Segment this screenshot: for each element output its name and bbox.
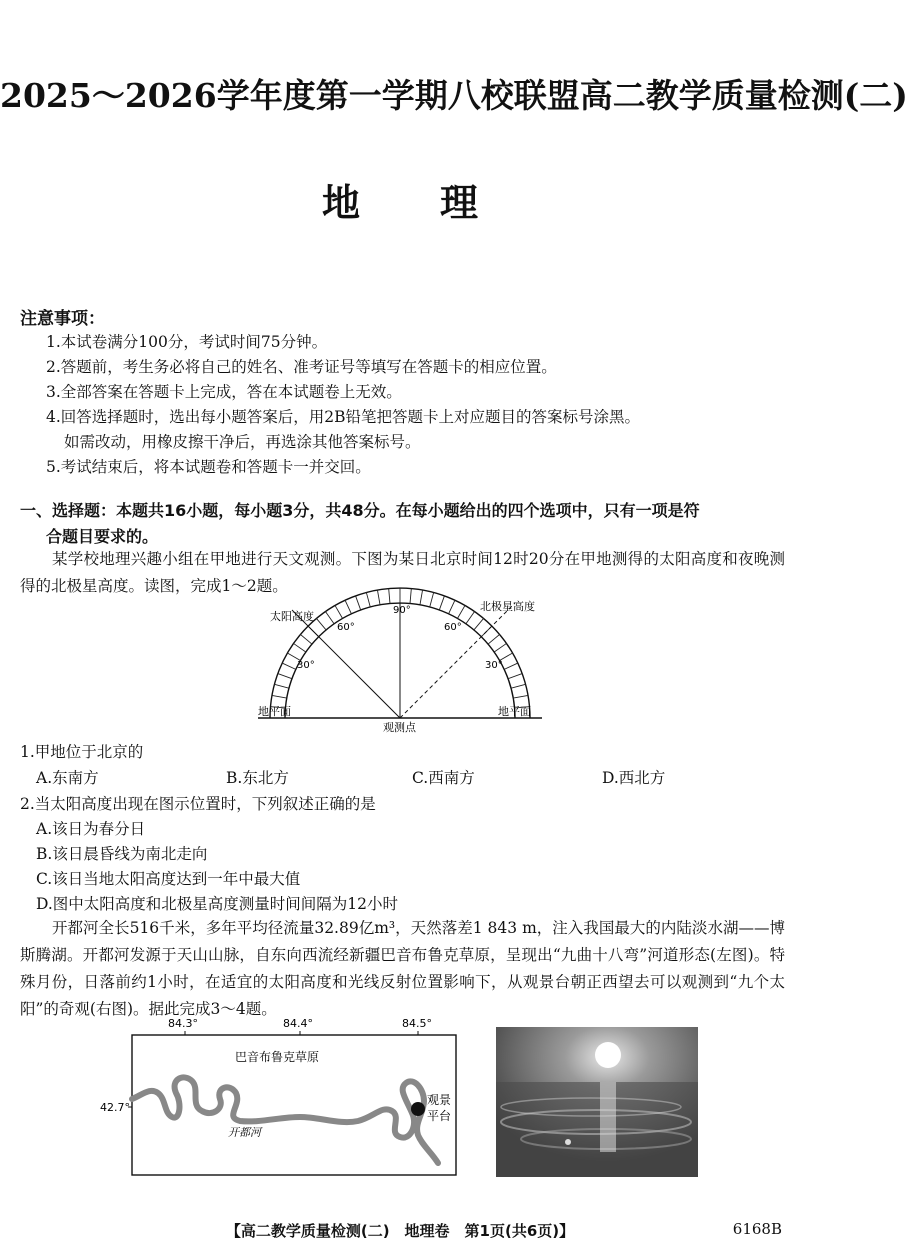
grassland-label: 巴音布鲁克草原 xyxy=(235,1050,320,1064)
longitude-label: 84.3° xyxy=(168,1017,198,1030)
protractor-tick xyxy=(466,612,475,624)
degree-30-left-label: 30° xyxy=(297,660,315,671)
notice-item: 3.全部答案在答题卡上完成，答在本试题卷上无效。 xyxy=(46,383,402,401)
protractor-tick xyxy=(458,605,466,618)
altitude-diagram xyxy=(240,598,560,736)
subject-title: 地理 xyxy=(321,181,558,225)
q2-option-c: C.该日当地太阳高度达到一年中最大值 xyxy=(36,870,301,888)
degree-60-left-label: 60° xyxy=(337,622,355,633)
page-footer: 【高二教学质量检测(二) 地理卷 第1页(共6页)】 xyxy=(225,1222,575,1240)
protractor-tick xyxy=(488,634,499,644)
protractor-tick xyxy=(508,674,522,679)
notice-item: 4.回答选择题时，选出每小题答案后，用2B铅笔把答题卡上对应题目的答案标号涂黑。 xyxy=(46,408,641,426)
protractor-tick xyxy=(345,600,351,614)
q2-option-a: A.该日为春分日 xyxy=(36,820,146,838)
question-2-stem: 2.当太阳高度出现在图示位置时，下列叙述正确的是 xyxy=(20,795,376,813)
intro-paragraph-1: 某学校地理兴趣小组在甲地进行天文观测。下图为某日北京时间12时20分在甲地测得的太阳高度和夜晚测得的北极星高度。读图，完成1～2题。 xyxy=(20,550,785,595)
section-heading xyxy=(20,498,785,550)
section-heading-line: 合题目要求的。 xyxy=(46,527,159,546)
q1-option-b: B.东北方 xyxy=(226,769,289,787)
notice-item: 2.答题前，考生务必将自己的姓名、准考证号等填写在答题卡的相应位置。 xyxy=(46,358,557,376)
intro-paragraph-2: 开都河全长516千米，多年平均径流量32.89亿m³，天然落差1 843 m，注入我国最大的内陆淡水湖——博斯腾湖。开都河发源于天山山脉，自东向西流经新疆巴音布鲁克草原，呈现出“九曲十八弯”河道形态(左图)。特殊月份，日落前约1小时，在适宜的太阳高度和光线反射位置影响下，从观景台朝正西望去可以观测到“九个太阳”的奇观(右图)。据此完成3～4题。 xyxy=(20,919,785,1018)
protractor-tick xyxy=(474,618,484,629)
q1-option-a: A.东南方 xyxy=(36,769,99,787)
q2-option-d: D.图中太阳高度和北极星高度测量时间间隔为12小时 xyxy=(36,895,399,913)
protractor-tick xyxy=(325,612,334,624)
degree-30-right-label: 30° xyxy=(485,660,503,671)
protractor-tick xyxy=(511,684,525,688)
polaris-altitude-label: 北极星高度 xyxy=(480,600,535,613)
sun-altitude-label: 太阳高度 xyxy=(270,610,314,623)
protractor-tick xyxy=(300,634,311,644)
nine-suns-photo xyxy=(496,1027,698,1177)
protractor-tick xyxy=(494,643,506,652)
protractor-tick xyxy=(274,684,288,688)
viewpoint-marker xyxy=(411,1102,425,1116)
protractor-tick xyxy=(439,596,444,610)
sun-icon xyxy=(595,1042,621,1068)
protractor-tick xyxy=(335,605,343,618)
q2-option-b: B.该日晨昏线为南北走向 xyxy=(36,845,208,863)
degree-60-right-label: 60° xyxy=(444,622,462,633)
q1-option-d: D.西北方 xyxy=(602,769,666,787)
latitude-label: 42.7° xyxy=(100,1101,130,1114)
longitude-label: 84.4° xyxy=(283,1017,313,1030)
viewpoint-label: 观景 xyxy=(427,1093,452,1107)
q1-option-c: C.西南方 xyxy=(412,769,475,787)
viewpoint-label: 平台 xyxy=(427,1109,452,1123)
protractor-tick xyxy=(278,674,292,679)
notice-heading: 注意事项： xyxy=(20,309,105,329)
protractor-tick xyxy=(294,643,306,652)
river-label: 开都河 xyxy=(228,1126,261,1139)
protractor-tick xyxy=(272,695,287,698)
exam-code: 6168B xyxy=(732,1220,782,1238)
protractor-tick xyxy=(316,618,326,629)
kaidu-river-map xyxy=(100,1013,480,1183)
protractor-tick xyxy=(449,600,455,614)
protractor-tick xyxy=(513,695,528,698)
page-title: 2025～2026学年度第一学期八校联盟高二教学质量检测(二) xyxy=(0,76,908,115)
notice-item: 1.本试卷满分100分，考试时间75分钟。 xyxy=(46,333,328,351)
observation-point-label: 观测点 xyxy=(383,721,416,734)
protractor-tick xyxy=(282,663,296,669)
protractor-tick xyxy=(504,663,518,669)
degree-90-label: 90° xyxy=(393,605,411,616)
protractor-tick xyxy=(356,596,361,610)
longitude-label: 84.5° xyxy=(402,1017,432,1030)
question-1-stem: 1.甲地位于北京的 xyxy=(20,743,144,761)
notice-item: 如需改动，用橡皮擦干净后，再选涂其他答案标号。 xyxy=(64,433,421,451)
horizon-left-label: 地平面 xyxy=(258,705,291,718)
horizon-right-label: 地平面 xyxy=(498,705,531,718)
notice-item: 5.考试结束后，将本试题卷和答题卡一并交回。 xyxy=(46,458,371,476)
section-heading-line: 一、选择题：本题共16小题，每小题3分，共48分。在每小题给出的四个选项中，只有一项是符 xyxy=(20,501,700,520)
